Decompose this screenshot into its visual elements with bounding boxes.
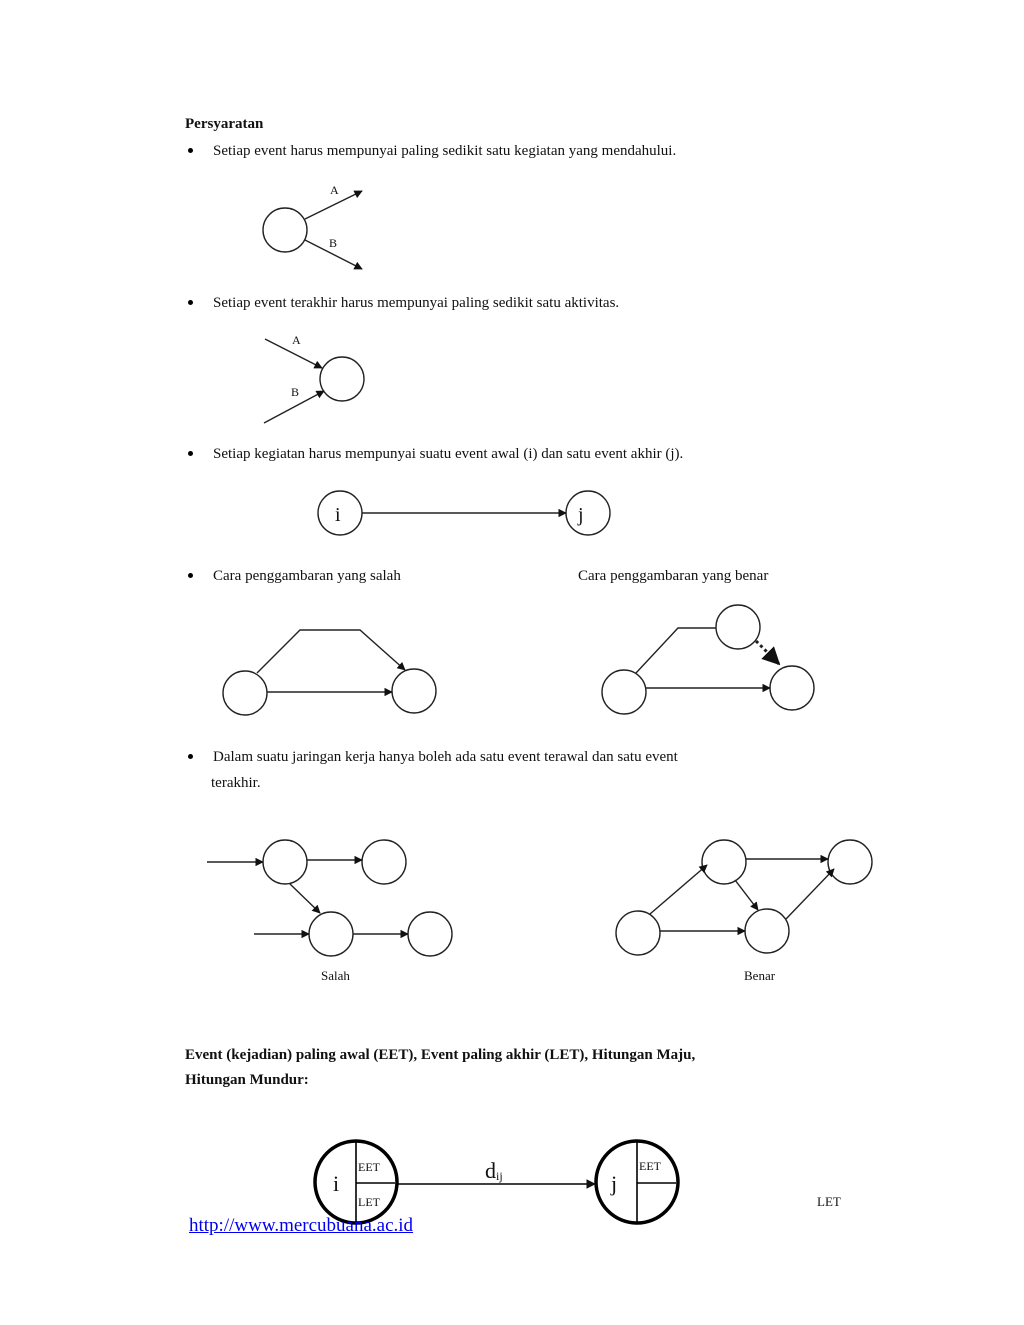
activity-arrow-b xyxy=(264,391,324,423)
dummy-activity-arrow xyxy=(756,641,779,664)
section2-heading-line2: Hitungan Mundur: xyxy=(185,1072,309,1088)
event-i-label: i xyxy=(333,1171,340,1196)
let-label-i: LET xyxy=(358,1195,380,1209)
event-node xyxy=(828,840,872,884)
event-node xyxy=(702,840,746,884)
event-node xyxy=(309,912,353,956)
diagram-eet-let xyxy=(315,1141,678,1223)
diagram-wrong-drawing xyxy=(223,630,436,715)
event-node xyxy=(602,670,646,714)
bullet-text-5-continued: terakhir. xyxy=(211,775,261,791)
event-i-label: i xyxy=(335,504,341,526)
bullet-text-3: Setiap kegiatan harus mempunyai suatu event awal (i) dan satu event akhir (j). xyxy=(213,446,684,462)
diagram-event-incoming xyxy=(264,339,364,423)
caption-right: Benar xyxy=(744,968,776,983)
diagram2-label-b: B xyxy=(291,385,300,399)
diagram-event-outgoing xyxy=(263,191,362,269)
activity-arrow xyxy=(650,865,707,914)
activity-arrow xyxy=(786,869,834,919)
diagram-network-right xyxy=(616,840,872,955)
event-j-label: j xyxy=(611,1171,618,1196)
event-j-label: j xyxy=(578,504,584,526)
bullet-text-4: Cara penggambaran yang salah xyxy=(213,568,401,584)
caption-wrong: Salah xyxy=(321,968,350,983)
activity-arrow-b xyxy=(305,240,362,269)
activity-arrow-a xyxy=(305,191,362,219)
diagram1-label-a: A xyxy=(330,183,339,197)
let-label-right: LET xyxy=(817,1194,841,1209)
event-j-node xyxy=(566,491,610,535)
event-node xyxy=(362,840,406,884)
bullet-text-5: Dalam suatu jaringan kerja hanya boleh ada satu event terawal dan satu event xyxy=(213,749,678,765)
eet-label-i: EET xyxy=(358,1160,380,1174)
parallel-activity-arrow xyxy=(257,630,405,673)
activity-arrow xyxy=(735,880,758,910)
event-node xyxy=(320,357,364,401)
bullet-text-1: Setiap event harus mempunyai paling sedikit satu kegiatan yang mendahului. xyxy=(213,143,677,159)
diagram-network-wrong xyxy=(207,840,452,956)
duration-label: dij xyxy=(485,1158,503,1183)
diagram2-label-a: A xyxy=(292,333,301,347)
diagram-correct-drawing xyxy=(602,605,814,714)
section2-heading-line1: Event (kejadian) paling awal (EET), Event paling akhir (LET), Hitungan Maju, xyxy=(185,1047,696,1063)
footer-website-link[interactable]: http://www.mercubuana.ac.id xyxy=(189,1215,414,1236)
activity-line xyxy=(636,628,716,673)
bullet-text-2: Setiap event terakhir harus mempunyai paling sedikit satu aktivitas. xyxy=(213,295,620,311)
event-node xyxy=(263,840,307,884)
activity-arrow xyxy=(290,884,320,913)
event-node xyxy=(408,912,452,956)
activity-arrow-a xyxy=(265,339,322,368)
eet-label-j: EET xyxy=(639,1159,661,1173)
caption-correct-drawing: Cara penggambaran yang benar xyxy=(578,568,769,584)
section-heading: Persyaratan xyxy=(185,116,264,132)
event-node xyxy=(616,911,660,955)
event-node xyxy=(223,671,267,715)
diagram-i-to-j xyxy=(318,491,610,535)
event-node xyxy=(770,666,814,710)
event-node xyxy=(745,909,789,953)
event-node xyxy=(392,669,436,713)
diagram1-label-b: B xyxy=(329,236,338,250)
event-node xyxy=(716,605,760,649)
event-node xyxy=(263,208,307,252)
